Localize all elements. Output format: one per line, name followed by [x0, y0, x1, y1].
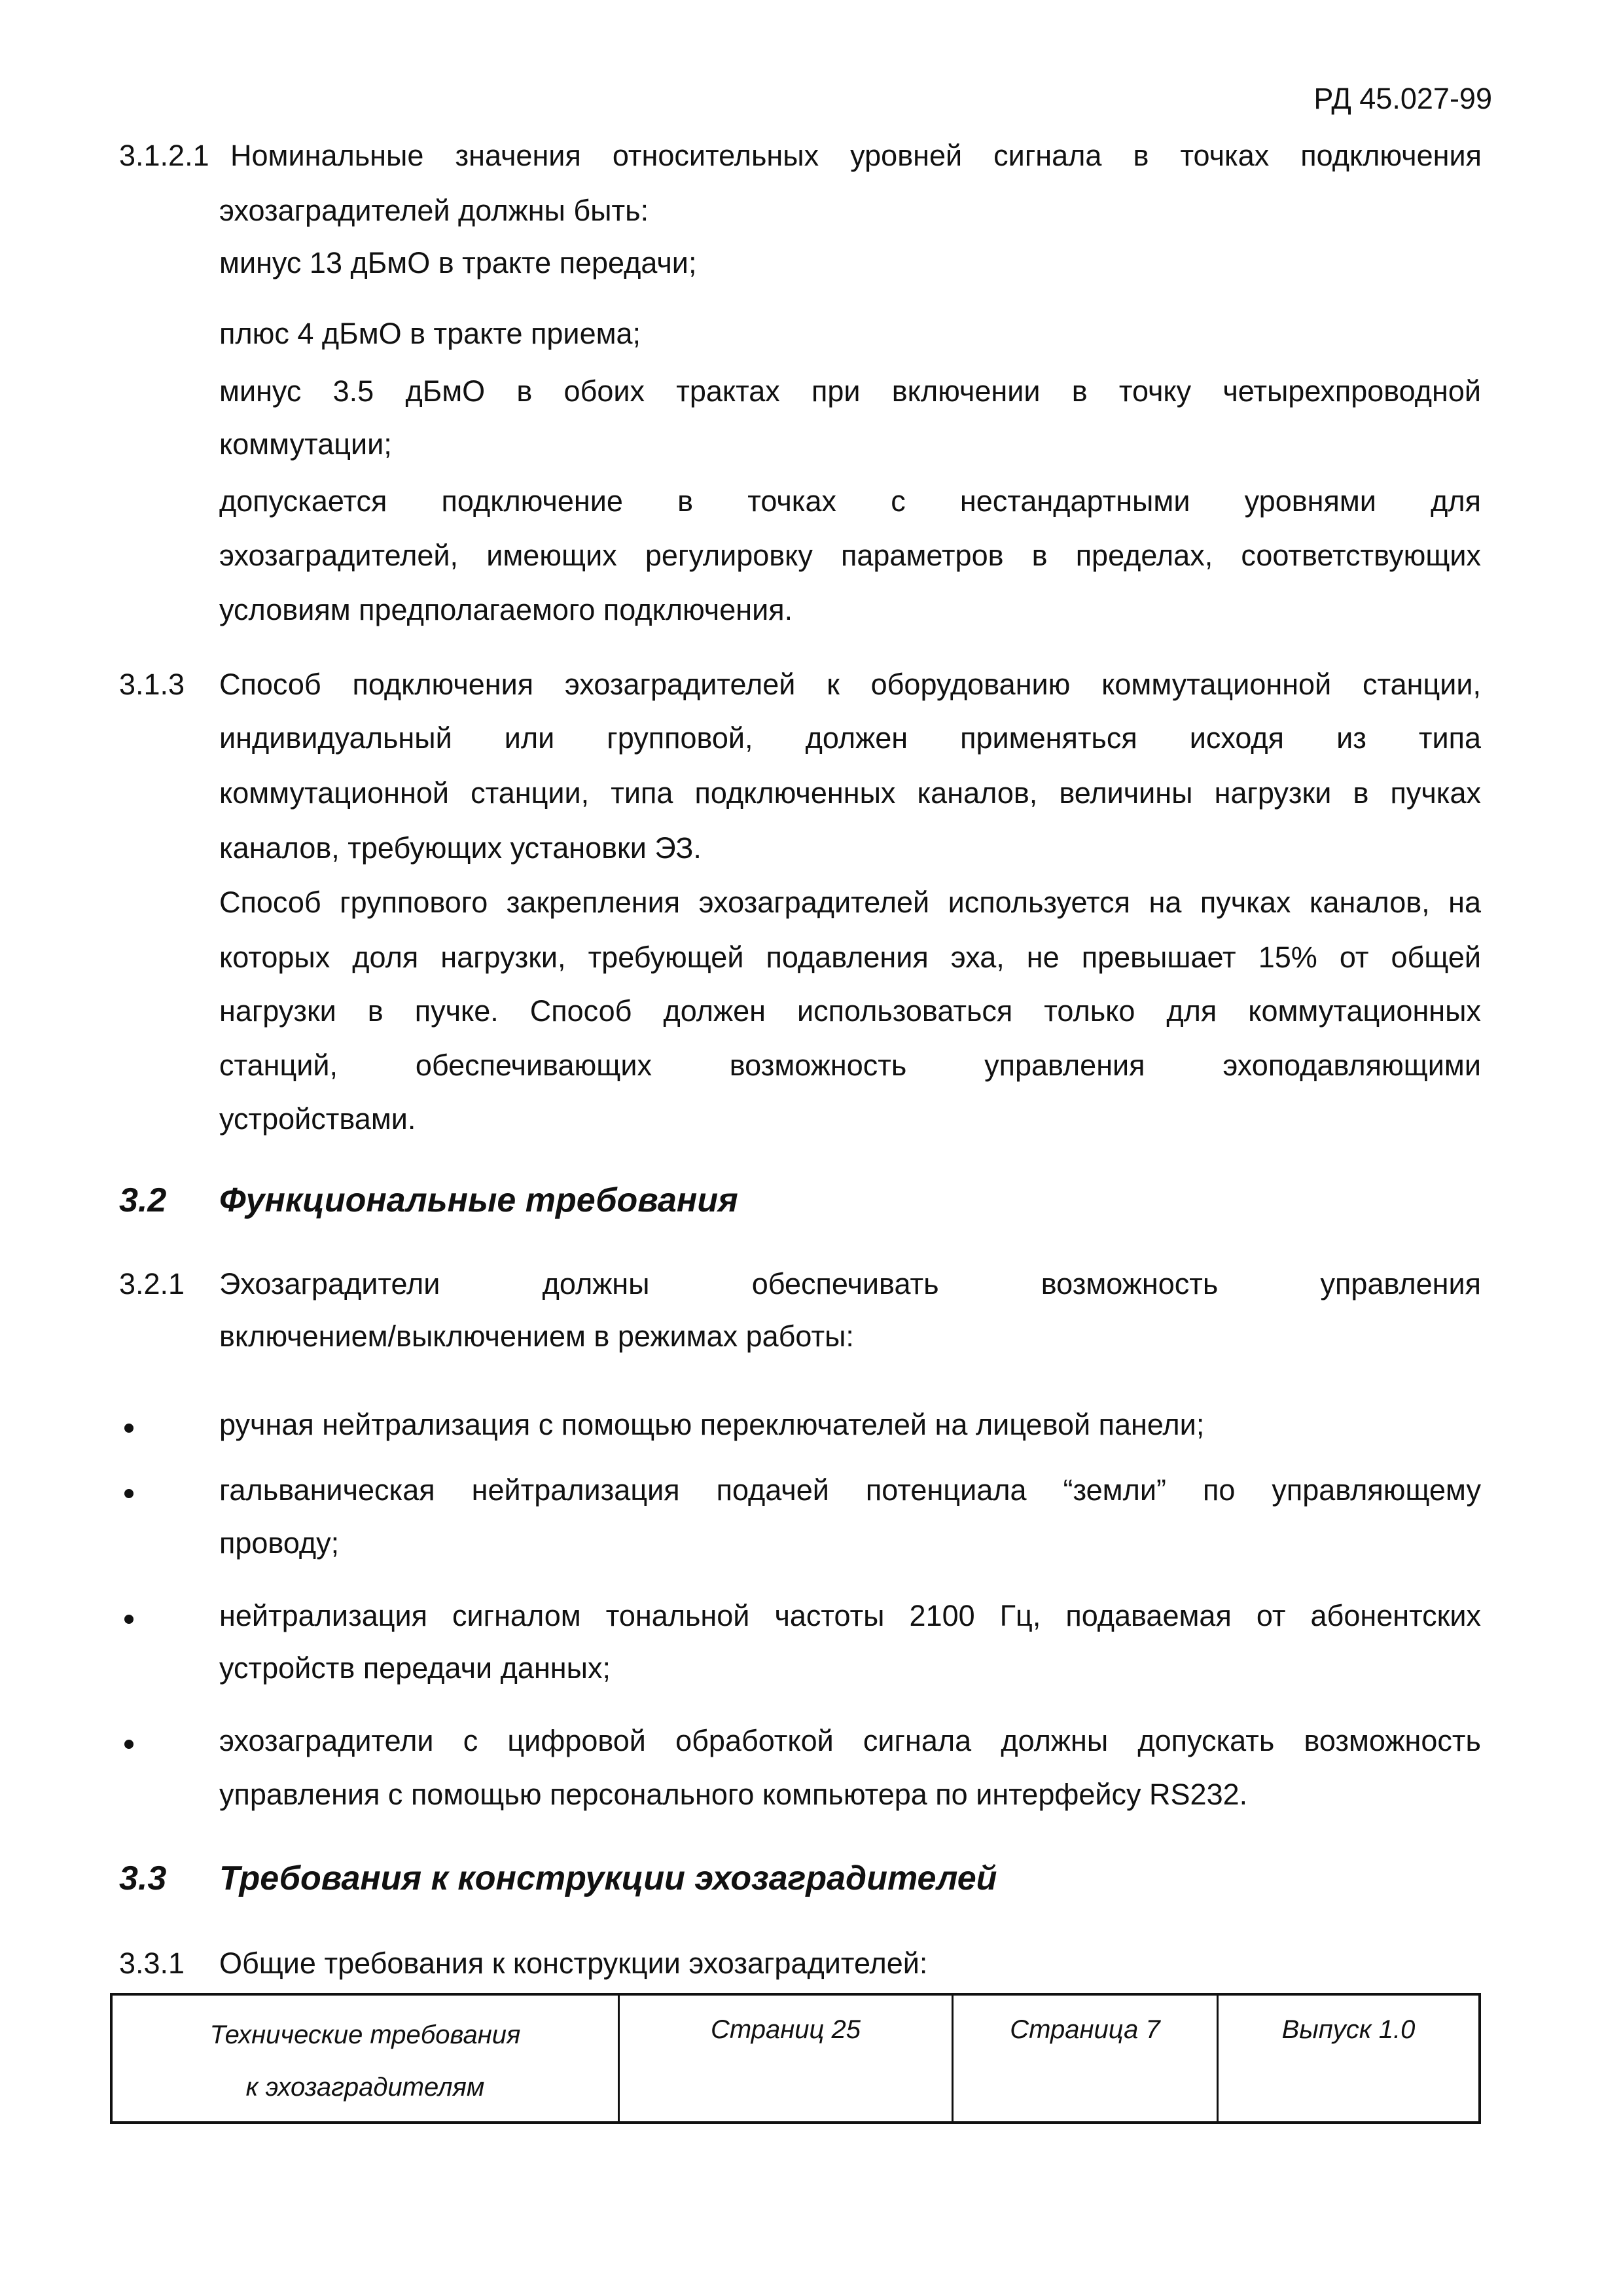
mode-item-galvanic-line-2: проводу; — [219, 1526, 340, 1560]
footer-issue: Выпуск 1.0 — [1218, 1994, 1480, 2123]
section-number-3-2: 3.2 — [119, 1181, 167, 1219]
clause-3-2-1-line-2: включением/выключением в режимах работы: — [219, 1319, 854, 1353]
mode-item-tone-line-1: нейтрализация сигналом тональной частоты 2100 Гц, подаваемая от абонентских — [219, 1599, 1481, 1632]
clause-3-1-3-p1-line-2: индивидуальный или групповой, должен применяться исходя из типа — [219, 721, 1481, 755]
level-item-nonstandard-line-1: допускается подключение в точках с нестандартными уровнями для — [219, 484, 1481, 518]
clause-3-2-1-line-1: Эхозаградители должны обеспечивать возможность управления — [219, 1267, 1481, 1300]
mode-item-tone-line-2: устройств передачи данных; — [219, 1651, 611, 1685]
document-footer-table — [110, 1993, 1481, 2124]
clause-3-1-3-p1-line-1: Способ подключения эхозаградителей к оборудованию коммутационной станции, — [219, 668, 1481, 701]
clause-number-3-1-3: 3.1.3 — [119, 668, 185, 701]
clause-3-1-3-p1-line-3: коммутационной станции, типа подключенных каналов, величины нагрузки в пучках — [219, 776, 1481, 810]
section-title-3-2: Функциональные требования — [219, 1181, 738, 1219]
level-item-nonstandard-line-2: эхозаградителей, имеющих регулировку параметров в пределах, соответствующих — [219, 539, 1481, 572]
clause-3-1-3-p2-line-2: которых доля нагрузки, требующей подавления эха, не превышает 15% от общей — [219, 941, 1481, 974]
level-item-transmit: минус 13 дБмО в тракте передачи; — [219, 246, 697, 279]
bullet-icon — [124, 1615, 134, 1624]
mode-item-digital-line-2: управления с помощью персонального компьютера по интерфейсу RS232. — [219, 1778, 1248, 1811]
bullet-icon — [124, 1489, 134, 1498]
mode-item-galvanic-line-1: гальваническая нейтрализация подачей потенциала “земли” по управляющему — [219, 1473, 1481, 1507]
clause-3-1-2-1-line-1: Номинальные значения относительных уровней сигнала в точках подключения — [230, 139, 1482, 172]
clause-3-1-3-p2-line-5: устройствами. — [219, 1102, 416, 1136]
clause-3-3-1-text: Общие требования к конструкции эхозаградителей: — [219, 1946, 928, 1980]
footer-title-line-1: Технические требования — [209, 2020, 521, 2049]
clause-3-1-3-p1-line-4: каналов, требующих установки ЭЗ. — [219, 831, 702, 865]
clause-3-1-3-p2-line-3: нагрузки в пучке. Способ должен использоваться только для коммутационных — [219, 994, 1481, 1028]
footer-page-number: Страница 7 — [953, 1994, 1218, 2123]
level-item-receive: плюс 4 дБмО в тракте приема; — [219, 317, 641, 350]
mode-item-digital-line-1: эхозаградители с цифровой обработкой сигнала должны допускать возможность — [219, 1724, 1481, 1757]
clause-number-3-2-1: 3.2.1 — [119, 1267, 185, 1300]
clause-3-1-2-1-line-2: эхозаградителей должны быть: — [219, 194, 649, 227]
bullet-icon — [124, 1424, 134, 1433]
clause-3-1-3-p2-line-4: станций, обеспечивающих возможность управления эхоподавляющими — [219, 1049, 1481, 1082]
level-item-nonstandard-line-3: условиям предполагаемого подключения. — [219, 593, 793, 626]
mode-item-manual: ручная нейтрализация с помощью переключателей на лицевой панели; — [219, 1408, 1205, 1441]
footer-pages-total: Страниц 25 — [619, 1994, 953, 2123]
level-item-four-wire-line-2: коммутации; — [219, 427, 392, 461]
clause-3-1-3-p2-line-1: Способ группового закрепления эхозаградителей используется на пучках каналов, на — [219, 886, 1481, 919]
footer-document-title — [111, 1994, 619, 2123]
clause-number-3-3-1: 3.3.1 — [119, 1946, 185, 1980]
bullet-icon — [124, 1740, 134, 1749]
section-number-3-3: 3.3 — [119, 1859, 167, 1897]
footer-title-line-2: к эхозаградителям — [245, 2073, 485, 2102]
level-item-four-wire-line-1: минус 3.5 дБмО в обоих трактах при включении в точку четырехпроводной — [219, 374, 1481, 408]
document-code: РД 45.027-99 — [1313, 82, 1492, 115]
section-title-3-3: Требования к конструкции эхозаградителей — [219, 1859, 997, 1897]
clause-number-3-1-2-1: 3.1.2.1 — [119, 139, 209, 172]
